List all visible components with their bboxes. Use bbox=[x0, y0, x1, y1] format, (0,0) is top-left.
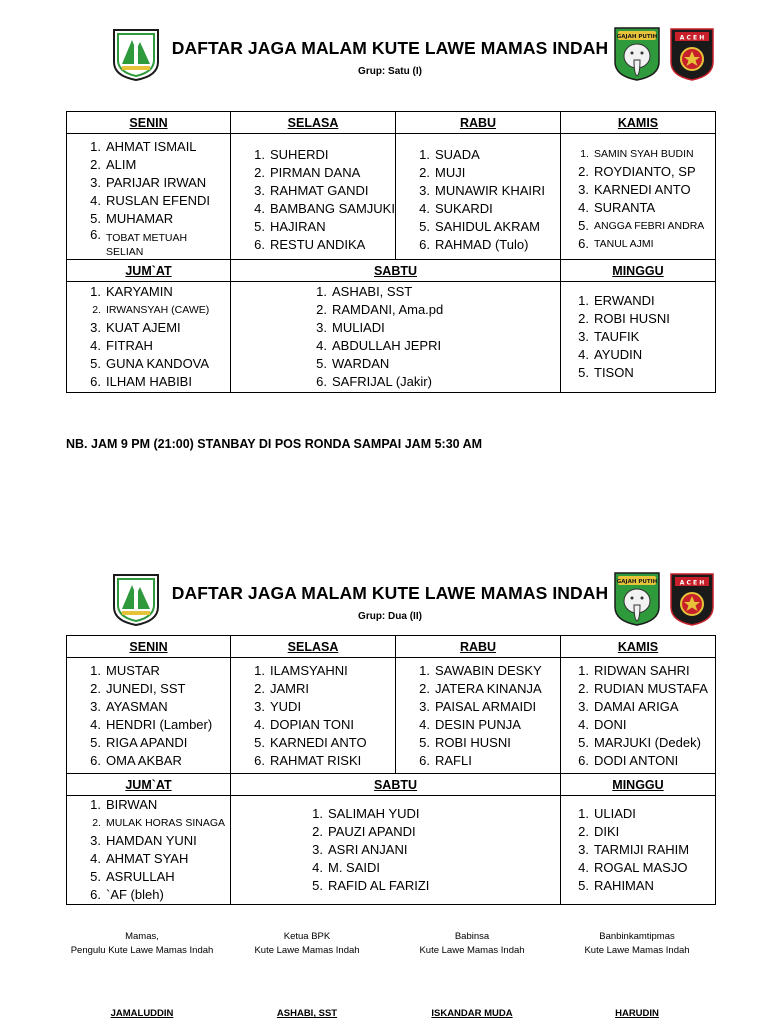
elephant-banner-text: GAJAH PUTIH bbox=[616, 34, 658, 40]
list-item: 5. MUHAMAR bbox=[90, 211, 174, 226]
list-item: 1. BIRWAN bbox=[90, 797, 158, 812]
group-1 bbox=[0, 0, 768, 389]
list-item: 1. KARYAMIN bbox=[90, 284, 173, 299]
list-item: 5. HAJIRAN bbox=[254, 218, 326, 234]
list-item: 3. HAMDAN YUNI bbox=[90, 833, 197, 848]
schedule-table-group-2 bbox=[66, 635, 716, 905]
list-item: 4. DOPIAN TONI bbox=[254, 716, 355, 732]
signer-name-babinsa: ISKANDAR MUDA bbox=[431, 1008, 513, 1019]
list-item: 3. KUAT AJEMI bbox=[90, 320, 181, 335]
list-item: 2. ROBI HUSNI bbox=[578, 311, 670, 326]
list-item: 1. ASHABI, SST bbox=[316, 284, 413, 299]
day-header-rabu: RABU bbox=[396, 636, 561, 658]
signer-name-banbinkamtipmas: HARUDIN bbox=[615, 1008, 659, 1019]
list-item: 3. RAHMAT GANDI bbox=[254, 182, 369, 198]
list-jumat bbox=[87, 283, 230, 391]
day-header-minggu: MINGGU bbox=[561, 260, 716, 282]
list-item: 2. JUNEDI, SST bbox=[90, 680, 186, 696]
signature-org: Kute Lawe Mamas Indah bbox=[254, 945, 360, 956]
list-selasa bbox=[251, 662, 395, 770]
list-item: 5. TISON bbox=[578, 365, 634, 380]
elephant-emblem-icon bbox=[612, 569, 662, 627]
list-item: 5. RAFID AL FARIZI bbox=[312, 878, 430, 893]
group-label: Grup: Satu (I) bbox=[358, 66, 422, 77]
signature-role: Ketua BPK bbox=[283, 931, 331, 942]
list-item: 3. DAMAI ARIGA bbox=[578, 698, 679, 714]
list-item: 4. SURANTA bbox=[578, 199, 656, 215]
list-item: 2. PAUZI APANDI bbox=[312, 824, 416, 839]
list-rabu bbox=[416, 662, 560, 770]
list-item: 1. SALIMAH YUDI bbox=[312, 806, 420, 821]
list-item: 1. ERWANDI bbox=[578, 293, 655, 308]
list-item: 6. ILHAM HABIBI bbox=[90, 374, 192, 389]
list-item: 6. RAHMAT RISKI bbox=[254, 752, 362, 768]
list-minggu bbox=[575, 292, 715, 382]
list-item: 2. RUDIAN MUSTAFA bbox=[578, 680, 708, 696]
list-item: 6. DODI ANTONI bbox=[578, 752, 679, 768]
list-item: 1. ILAMSYAHNI bbox=[254, 662, 348, 678]
list-item: 3. PAISAL ARMAIDI bbox=[419, 698, 537, 714]
list-item: 2. IRWANSYAH (CAWE) bbox=[92, 304, 210, 316]
list-item: 1. SAMIN SYAH BUDIN bbox=[580, 147, 694, 160]
list-sabtu bbox=[313, 283, 560, 391]
list-item: 4. SUKARDI bbox=[419, 200, 493, 216]
day-header-minggu: MINGGU bbox=[561, 774, 716, 796]
list-item: 2. JATERA KINANJA bbox=[419, 680, 542, 696]
list-item: 2. MUJI bbox=[419, 164, 466, 180]
elephant-emblem-icon bbox=[612, 24, 662, 82]
group-2 bbox=[0, 545, 768, 902]
list-item: 4. FITRAH bbox=[90, 338, 153, 353]
list-kamis bbox=[575, 662, 715, 770]
list-item: 5. ROBI HUSNI bbox=[419, 734, 511, 750]
signature-org: Pengulu Kute Lawe Mamas Indah bbox=[70, 945, 214, 956]
list-item: 5. GUNA KANDOVA bbox=[90, 356, 210, 371]
signature-block-banbinkamtipmas bbox=[562, 930, 712, 958]
signature-org: Kute Lawe Mamas Indah bbox=[419, 945, 525, 956]
elephant-banner-text: GAJAH PUTIH bbox=[616, 579, 658, 585]
list-item: 5. ANGGA FEBRI ANDRA bbox=[578, 217, 705, 233]
list-rabu bbox=[416, 146, 560, 254]
list-item: 5. RAHIMAN bbox=[578, 878, 654, 893]
police-banner-text: A C E H bbox=[679, 579, 705, 587]
list-item: 1. MUSTAR bbox=[90, 662, 160, 678]
list-item: 1. SAWABIN DESKY bbox=[419, 662, 542, 678]
list-item: 3. ASRI ANJANI bbox=[312, 842, 408, 857]
list-item: 6. RESTU ANDIKA bbox=[254, 236, 366, 252]
list-item: 6. TANUL AJMI bbox=[578, 235, 654, 251]
list-item: 3. YUDI bbox=[254, 698, 302, 714]
list-item: 6. TOBAT METUAH SELIAN bbox=[90, 227, 188, 258]
list-item: 1. SUHERDI bbox=[254, 146, 329, 162]
list-item: 4. RUSLAN EFENDI bbox=[90, 193, 211, 208]
list-item: 4. DESIN PUNJA bbox=[419, 716, 521, 732]
list-item: 3. MULIADI bbox=[316, 320, 385, 335]
list-item: 6. OMA AKBAR bbox=[90, 752, 182, 768]
signature-block-babinsa bbox=[397, 930, 547, 958]
list-jumat bbox=[87, 796, 230, 904]
schedule-table-group-1 bbox=[66, 111, 716, 393]
group-1-header bbox=[0, 0, 768, 80]
signature-org: Kute Lawe Mamas Indah bbox=[584, 945, 690, 956]
police-emblem-icon bbox=[668, 571, 716, 627]
signature-role: Banbinkamtipmas bbox=[599, 931, 675, 942]
day-header-kamis: KAMIS bbox=[561, 112, 716, 134]
list-item: 5. WARDAN bbox=[316, 356, 390, 371]
list-item: 3. TARMIJI RAHIM bbox=[578, 842, 690, 857]
signer-name-pengulu: JAMALUDDIN bbox=[110, 1008, 174, 1019]
list-item: 4. BAMBANG SAMJUKI bbox=[254, 200, 395, 216]
day-header-selasa: SELASA bbox=[231, 636, 396, 658]
list-item: 6. `AF (bleh) bbox=[90, 887, 164, 902]
day-header-senin: SENIN bbox=[67, 636, 231, 658]
note-text: NB. JAM 9 PM (21:00) STANBAY DI POS RONDA SAMPAI JAM 5:30 AM bbox=[66, 437, 483, 451]
list-item: 3. PARIJAR IRWAN bbox=[90, 175, 207, 190]
list-item: 4. ROGAL MASJO bbox=[578, 860, 688, 875]
list-item: 1. ULIADI bbox=[578, 806, 636, 821]
list-item: 2. DIKI bbox=[578, 824, 620, 839]
signature-role: Mamas, bbox=[125, 931, 159, 942]
list-item: 4. HENDRI (Lamber) bbox=[90, 716, 213, 732]
list-item: 5. RIGA APANDI bbox=[90, 734, 188, 750]
list-item: 5. KARNEDI ANTO bbox=[254, 734, 367, 750]
list-item: 5. ASRULLAH bbox=[90, 869, 175, 884]
list-item: 6. RAHMAD (Tulo) bbox=[419, 236, 529, 252]
signer-name-ketua-bpk: ASHABI, SST bbox=[276, 1008, 338, 1019]
day-header-kamis: KAMIS bbox=[561, 636, 716, 658]
list-item: 2. JAMRI bbox=[254, 680, 309, 696]
page-title: DAFTAR JAGA MALAM KUTE LAWE MAMAS INDAH bbox=[171, 38, 609, 58]
list-item: 1. RIDWAN SAHRI bbox=[578, 662, 690, 678]
list-item: 4. AHMAT SYAH bbox=[90, 851, 189, 866]
list-item: 3. MUNAWIR KHAIRI bbox=[419, 182, 546, 198]
day-header-rabu: RABU bbox=[396, 112, 561, 134]
list-item: 2. ROYDIANTO, SP bbox=[578, 163, 696, 179]
list-item: 5. SAHIDUL AKRAM bbox=[419, 218, 540, 234]
day-header-jumat: JUM`AT bbox=[67, 260, 231, 282]
list-senin bbox=[87, 138, 230, 259]
list-selasa bbox=[251, 146, 395, 254]
list-item: 1. SUADA bbox=[419, 146, 480, 162]
group-label: Grup: Dua (II) bbox=[358, 611, 422, 622]
list-item: 3. AYASMAN bbox=[90, 698, 168, 714]
list-item: 6. SAFRIJAL (Jakir) bbox=[316, 374, 432, 389]
list-item: 4. M. SAIDI bbox=[312, 860, 381, 875]
police-emblem-icon bbox=[668, 26, 716, 82]
list-item: 5. MARJUKI (Dedek) bbox=[578, 734, 701, 750]
list-minggu bbox=[575, 805, 715, 895]
signature-role: Babinsa bbox=[454, 931, 490, 942]
list-item: 1. AHMAT ISMAIL bbox=[90, 139, 197, 154]
list-kamis bbox=[575, 145, 715, 253]
list-item: 2. MULAK HORAS SINAGA bbox=[92, 817, 226, 829]
list-item: 4. ABDULLAH JEPRI bbox=[316, 338, 442, 353]
list-sabtu bbox=[309, 805, 560, 895]
day-header-sabtu: SABTU bbox=[231, 260, 561, 282]
list-senin bbox=[87, 662, 230, 770]
police-banner-text: A C E H bbox=[679, 34, 705, 42]
page-title: DAFTAR JAGA MALAM KUTE LAWE MAMAS INDAH bbox=[171, 583, 609, 603]
list-item: 4. DONI bbox=[578, 716, 627, 732]
list-item: 3. TAUFIK bbox=[578, 329, 640, 344]
signature-block-ketua-bpk bbox=[232, 930, 382, 958]
day-header-sabtu: SABTU bbox=[231, 774, 561, 796]
list-item: 3. KARNEDI ANTO bbox=[578, 181, 691, 197]
day-header-selasa: SELASA bbox=[231, 112, 396, 134]
list-item: 2. PIRMAN DANA bbox=[254, 164, 361, 180]
list-item: 4. AYUDIN bbox=[578, 347, 643, 362]
list-item: 2. ALIM bbox=[90, 157, 137, 172]
group-2-header bbox=[0, 545, 768, 625]
list-item: 2. RAMDANI, Ama.pd bbox=[316, 302, 444, 317]
list-item: 6. RAFLI bbox=[419, 752, 472, 768]
signature-block-pengulu bbox=[67, 930, 217, 958]
day-header-jumat: JUM`AT bbox=[67, 774, 231, 796]
day-header-senin: SENIN bbox=[67, 112, 231, 134]
